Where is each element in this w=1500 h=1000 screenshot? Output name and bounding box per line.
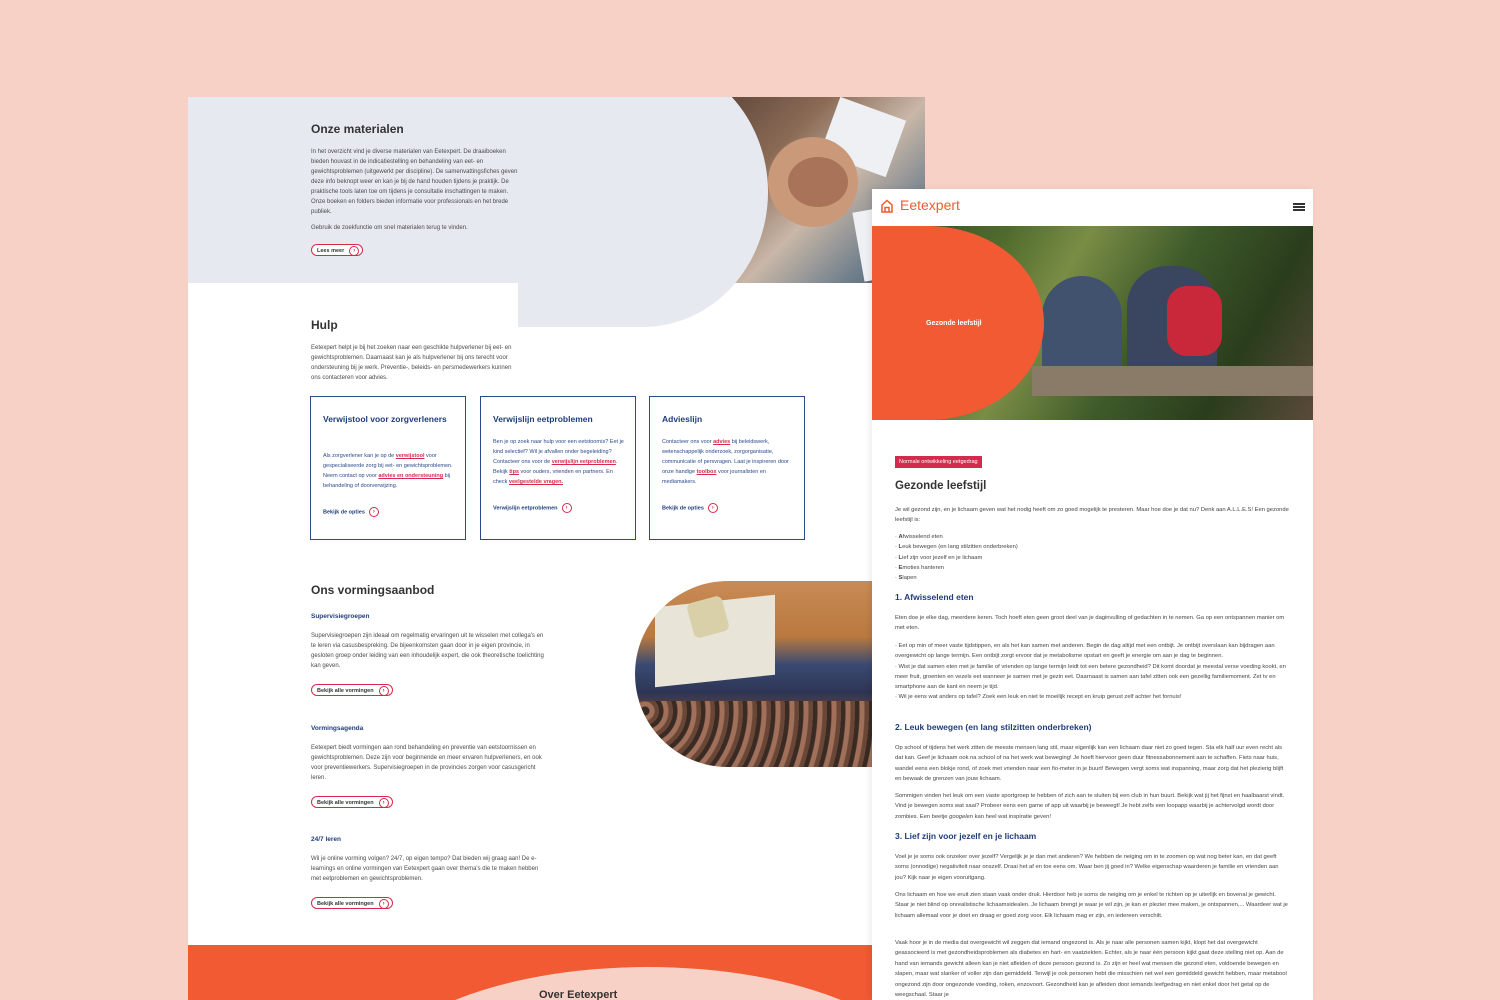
advies-link[interactable]: advies — [713, 439, 731, 445]
hero-text-search: Gebruik de zoekfunctie om snel materialen terug te vinden. — [311, 225, 468, 231]
view-trainings-button[interactable]: Bekijk alle vormingen › — [311, 897, 393, 909]
view-trainings-button[interactable]: Bekijk alle vormingen › — [311, 796, 393, 808]
list-item: · Wil je eens wat anders op tafel? Zoek een leuk en niet te moeilijk recept en kruip gerust zelf achter het fornuis! — [895, 694, 1182, 701]
section-text: Ons lichaam en hoe we eruit zien staan vaak onder druk. Hierdoor heb je soms de neiging om je enkel te richten op je uiterlijk en bovenal je gewicht. Staar je niet blind op onrealistische lichaamsidealen. Je lichaam brengt je waar je wil zijn, je kan er plezier mee maken, je ontspannen,... Waardeer wat je lichaam allemaal voor je doet en draag er goed zorg voor. Elk lichaam mag er zijn, en iedereen verschilt. — [895, 892, 1288, 919]
site-header — [872, 189, 1313, 226]
card-title: Verwijstool voor zorgverleners — [323, 414, 447, 424]
section-list — [895, 641, 1290, 703]
vorming-item-title: 24/7 leren — [311, 836, 341, 843]
card-verwijslijn — [480, 396, 636, 540]
house-logo-icon[interactable] — [881, 199, 893, 213]
arrow-right-icon: › — [349, 246, 359, 256]
site-logo[interactable]: Eetexpert — [900, 197, 960, 213]
page-title: Gezonde leefstijl — [895, 480, 987, 492]
arrow-right-icon: › — [379, 686, 389, 696]
list-item: · Leuk bewegen (en lang stilzitten onderbreken) — [895, 544, 1018, 551]
hero-text: In het overzicht vind je diverse materialen van Eetexpert. De draaiboeken bieden houvast in de indicatiestelling en behandeling van eet- en gewichtsproblemen (uitgewerkt per discipline). De samenvattingsfiches geven deze info beknopt weer en kan je bij de hand houden tijdens je praktijk. De praktische tools laten toe om tijdens je consultatie inschattingen te maken. Onze boeken en folders bieden informatie voor professionals en het brede publiek. — [311, 149, 518, 215]
arrow-right-icon: › — [369, 507, 379, 517]
faq-link[interactable]: veelgestelde vragen. — [508, 479, 564, 485]
hikers-photo — [872, 226, 1313, 420]
list-item: · Slapen — [895, 575, 917, 582]
arrow-right-icon: › — [562, 503, 572, 513]
backpack-shape — [1167, 286, 1222, 356]
hulp-intro: Eetexpert helpt je bij het zoeken naar een geschikte hulpverlener bij eet- en gewichtsproblemen. Daarnaast kan je als hulpverlener bij ons terecht voor ondersteuning bij je werk. Preventie-, beleids- en persmedewerkers kunnen ons contacteren voor advies. — [311, 345, 512, 381]
advies-link[interactable]: advies en ondersteuning — [378, 473, 444, 479]
verwijslijn-link[interactable]: verwijslijn eetproblemen — [551, 459, 616, 465]
card-verwijstool — [310, 396, 466, 540]
alles-list — [895, 532, 1290, 583]
list-item: · Afwisselend eten — [895, 534, 943, 540]
hulp-title: Hulp — [311, 318, 338, 332]
section-heading: 2. Leuk bewegen (en lang stilzitten onderbreken) — [895, 722, 1092, 732]
list-item: · Lief zijn voor jezelf en je lichaam — [895, 554, 983, 561]
card-title: Verwijslijn eetproblemen — [493, 414, 593, 424]
materials-page — [188, 97, 925, 1000]
toolbox-link[interactable]: toolbox — [696, 469, 717, 475]
list-item: · Eet op min of meer vaste tijdstippen, en als het kan samen met anderen. Begin de dag altijd met een ontbijt. Je ontbijt overslaan kan bijdragen aan overgewicht op lange termijn. Een ontbijt zorgt ervoor dat je metabolisme opstart en geeft je energie om aan je dag te beginnen. — [895, 643, 1275, 660]
section-text: Eten doe je elke dag, meerdere keren. Toch hoeft eten geen groot deel van je daginvulling of gedachten in te nemen. Ga op een ontspannen manier om met eten. — [895, 615, 1285, 632]
healthy-lifestyle-page — [872, 189, 1313, 1000]
read-more-button[interactable]: Lees meer › — [311, 244, 363, 256]
category-badge[interactable]: Normale ontwikkeling eetgedrag — [895, 456, 982, 468]
vorming-item-title: Supervisiegroepen — [311, 613, 370, 620]
card-options-link[interactable]: Bekijk de opties › — [323, 507, 379, 517]
arrow-right-icon: › — [379, 899, 389, 909]
section-heading: 3. Lief zijn voor jezelf en je lichaam — [895, 831, 1037, 841]
hero-section — [188, 97, 925, 283]
card-text: Als zorgverlener kan je op de verwijstool voor gespecialiseerde zorg bij eet- en gewichtsproblemen. Neem contact op voor advies en ondersteuning bij behandeling of doorverwijzing. — [323, 453, 453, 489]
vorming-title: Ons vormingsaanbod — [311, 583, 435, 597]
section-text: Voel je je soms ook onzeker over jezelf? Vergelijk je je dan met anderen? We hebben de neiging om in te zoomen op wat nog beter kan, en dat geeft soms (onnodige) negativiteit naar onszelf. Draai het af en toe eens om. Waar ben jij goed in? Welke eigenschap waarderen je familie en vrienden aan jou? Kijk naar je eigen vooruitgang. — [895, 854, 1279, 881]
vorming-item-title: Vormingsagenda — [311, 725, 364, 732]
vorming-item-text: Eetexpert biedt vormingen aan rond behandeling en preventie van eetstoornissen en gewichtsproblemen. Deze zijn voor beginnende en meer ervaren hulpverleners, en ook voor preventiewerkers. Supervisiegroepen in de provincies zorgen voor casusgericht leren. — [311, 745, 542, 781]
section-heading: 1. Afwisselend eten — [895, 592, 974, 602]
hero-title: Onze materialen — [311, 122, 404, 136]
list-item: · Wist je dat samen eten met je familie of vrienden op lange termijn leidt tot een betere gezondheid? Dit komt doordat je meestal verse voeding kookt, en meer fruit, groenten en vezels eet wanneer je samen met je gezin eet. Daarnaast is samen aan tafel zitten ook een gezellig familiemoment. Zet tv en smartphone aan de kant en neem je tijd. — [895, 663, 1286, 691]
card-text: Contacteer ons voor advies bij beleidswerk, wetenschappelijk onderzoek, zorgorganisatie, communicatie of persvragen. Laat je inspireren door onze handige toolbox voor journalisten en mediamakers. — [662, 439, 789, 485]
hero-label: Gezonde leefstijl — [926, 320, 982, 327]
card-text: Ben je op zoek naar hulp voor een eetstoornis? Eet je kind selectief? Wil je afvallen onder begeleiding? Contacteer ons voor de verwijslijn eetproblemen. Bekijk tips voor ouders, vrienden en partners. En check veelgestelde vragen. — [493, 439, 624, 485]
arrow-right-icon: › — [708, 503, 718, 513]
section-text: Sommigen vinden het leuk om een vaste sportgroep te hebben of zich aan te sluiten bij een club in hun buurt. Bekijk wat jij het fijnst en haalbaarst vindt. Vind je bewegen soms wat saai? Probeer eens een game of app uit waarbij je beweegt! Je hebt zelfs een loopapp waarbij je achtervolgd wordt door zombies. Een beetje googelen kan heel wat inspiratie geven! — [895, 793, 1285, 820]
intro-text: Je wil gezond zijn, en je lichaam geven wat het nodig heeft om zo goed mogelijk te presteren. Maar hoe doe je dat nu? Denk aan A.L.L.E.S! Een gezonde leefstijl is: — [895, 507, 1289, 524]
vorming-item-text: Wil je online vorming volgen? 24/7, op eigen tempo? Dat bieden wij graag aan! De e-learnings en online vormingen van Eetexpert gaan over thema's die te maken hebben met eetproblemen en gewichtsproblemen. — [311, 856, 539, 882]
section-text: Vaak hoor je in de media dat overgewicht wil zeggen dat iemand ongezond is. Als je naar alle personen samen kijkt, klopt het dat overgewicht geassocieerd is met gezondheidsproblemen als diabetes en hart- en vaatziekten. Echter, als je naar één persoon kijkt gaat deze stelling niet op. Aan de hand van iemands gewicht alleen kan je niet afleiden of deze persoon gezond is. Zo zijn er heel wat mensen die gezond eten, voldoende bewegen en slapen, maar wat slanker of voller zijn dan gemiddeld. Terwijl je ook personen hebt die misschien net wel een gemiddeld gewicht hebben, maar metabool ongezond zijn door ongezonde voeding, roken, enzovoort. Gezondheid kan je afleiden door iemands leefgedrag en niet enkel door het getal op de weegschaal. Staar je — [895, 940, 1287, 999]
card-advieslijn — [649, 396, 805, 540]
card-title: Advieslijn — [662, 414, 703, 424]
hamburger-menu-icon[interactable] — [1293, 203, 1305, 211]
card-verwijslijn-link[interactable]: Verwijslijn eetproblemen › — [493, 503, 572, 513]
vorming-item-text: Supervisiegroepen zijn ideaal om regelmatig ervaringen uit te wisselen met collega's en te leren via casusbespreking. De bijeenkomsten gaan door in je eigen provincie, in gesloten groep onder leiding van een inhoudelijk expert, die ook theoretische toelichting kan geven. — [311, 633, 544, 669]
card-options-link[interactable]: Bekijk de opties › — [662, 503, 718, 513]
section-text: Op school of tijdens het werk zitten de meeste mensen lang stil, maar eigenlijk kan een lichaam daar niet zo goed tegen. Sta elk half uur even recht als dat kan. Geef je lichaam ook na school of na het werk wat beweging! Je hoeft hiervoor geen duur fitnessabonnement aan te schaffen. Fiets naar huis, wandel eens een blokje rond, of zoek met vrienden naar een fio-meter in je buurt! Bewegen vergt soms wat inspanning, maar zorg dat het plezierig blijft en bewaak de grenzen van jouw lichaam. — [895, 745, 1284, 783]
tips-link[interactable]: tips — [509, 469, 519, 475]
footer-title: Over Eetexpert — [539, 989, 618, 1000]
hero-curve-shape — [518, 97, 768, 327]
list-item: · Emoties hanteren — [895, 564, 944, 571]
arrow-right-icon: › — [379, 798, 389, 808]
verwijstool-link[interactable]: verwijstool — [395, 453, 425, 459]
view-trainings-button[interactable]: Bekijk alle vormingen › — [311, 684, 393, 696]
